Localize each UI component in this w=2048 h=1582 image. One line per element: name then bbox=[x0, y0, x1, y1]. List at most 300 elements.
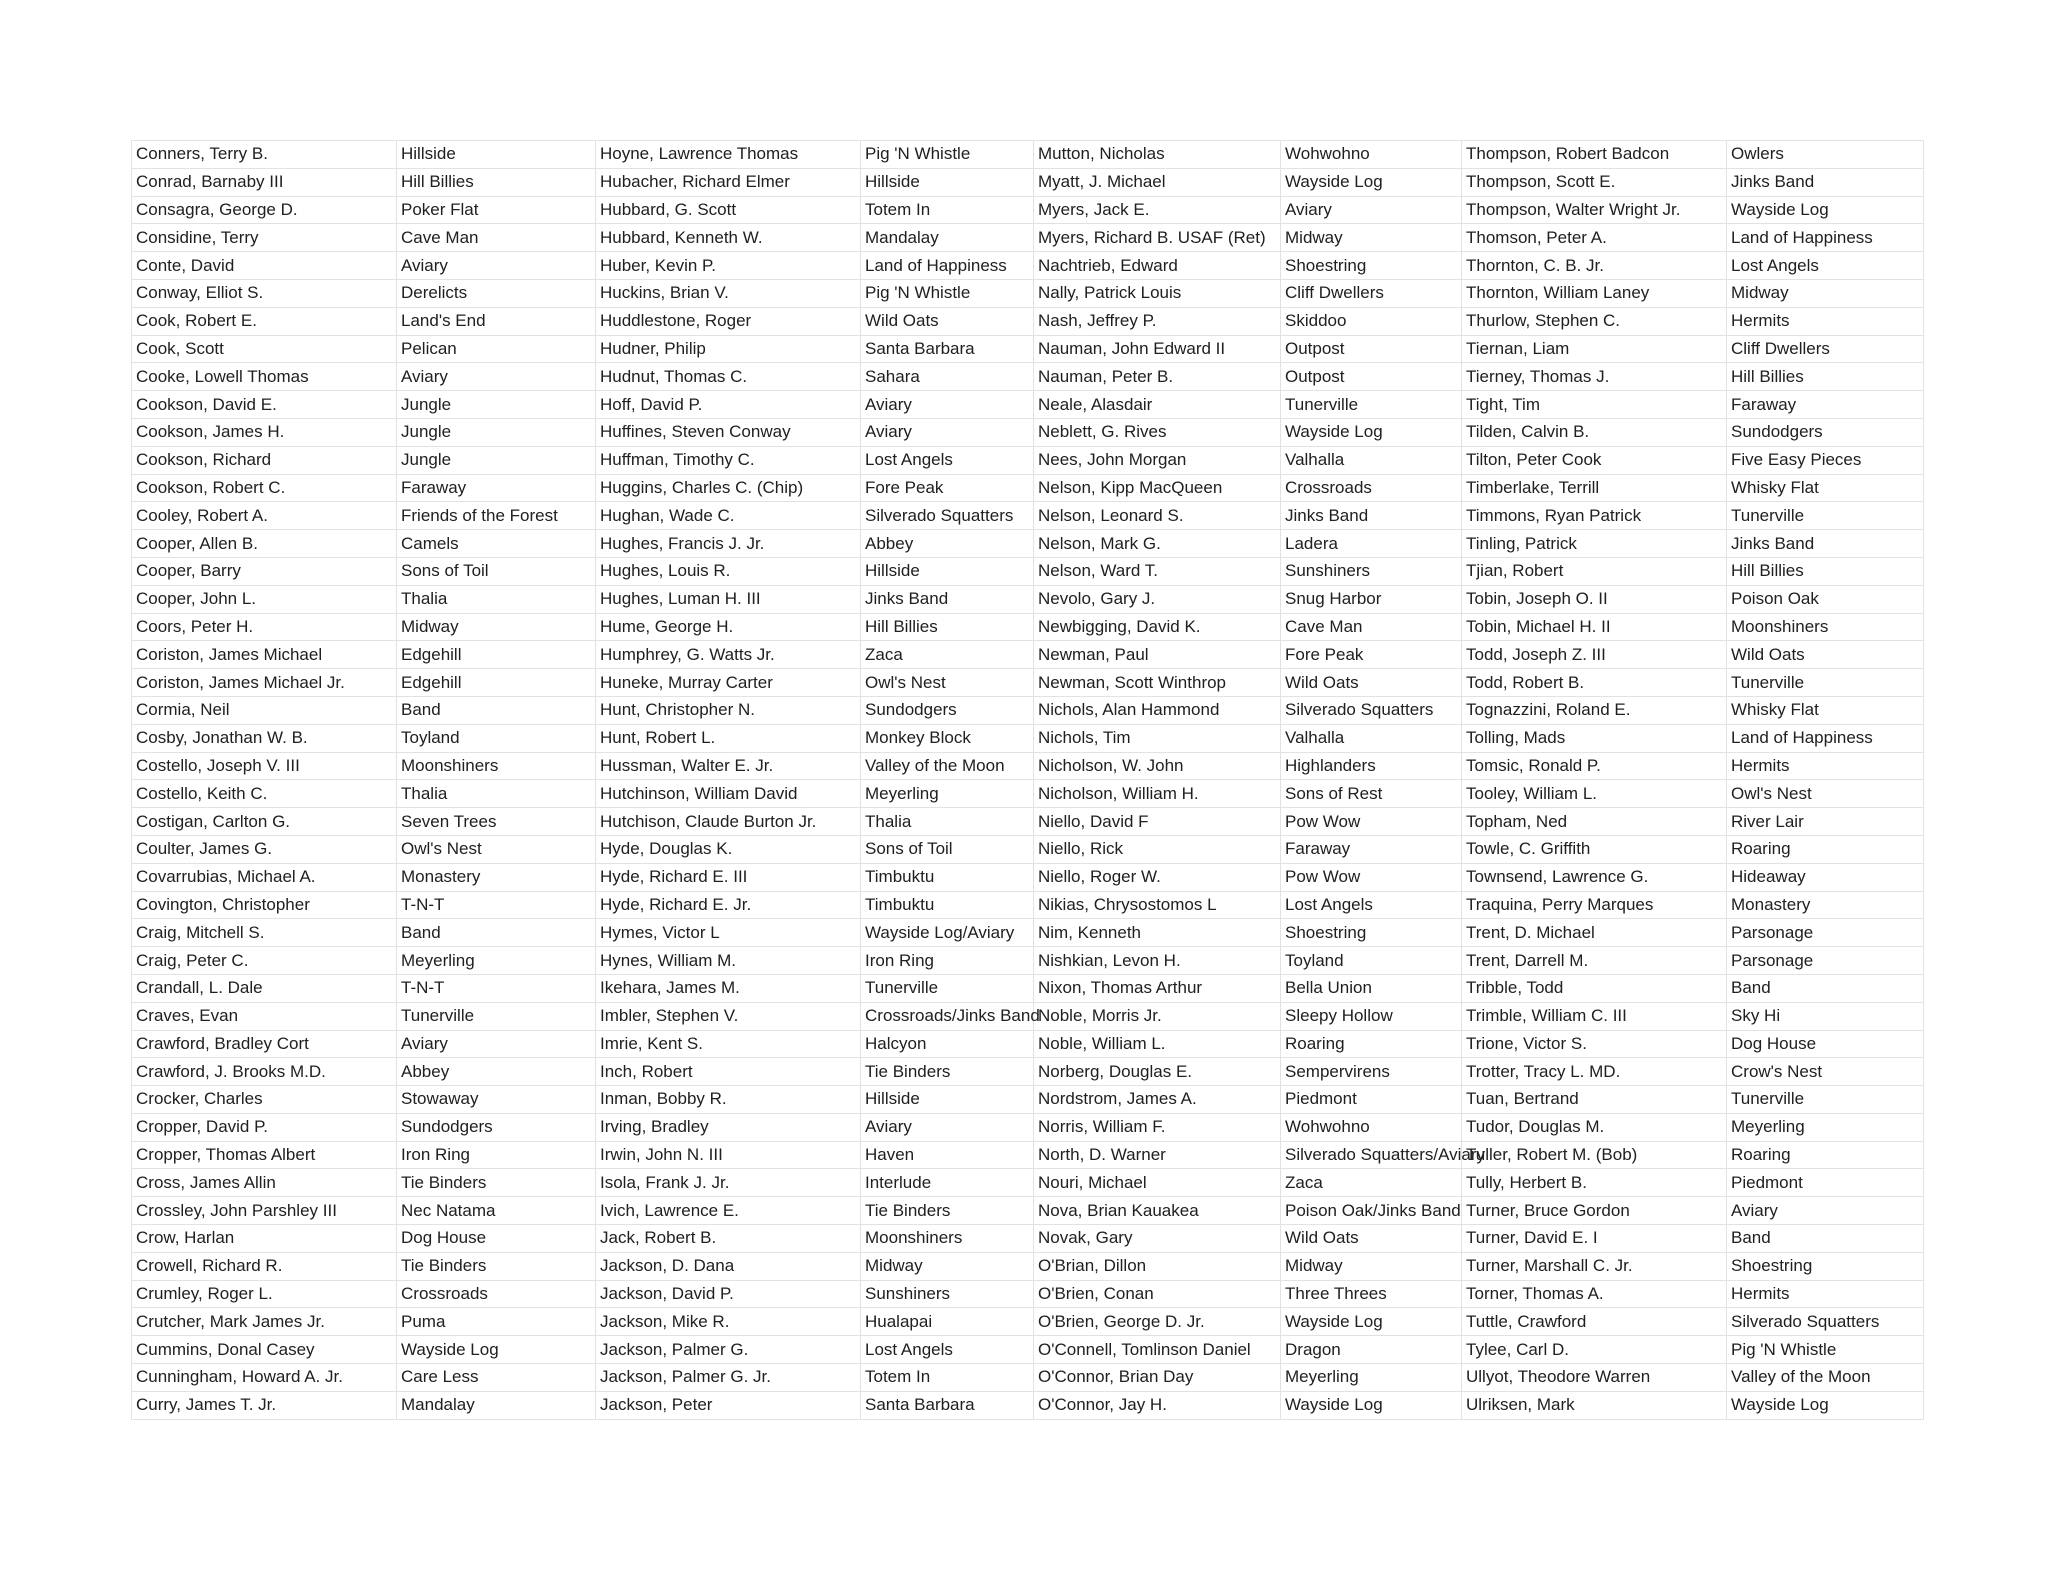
member-name-cell: Nevolo, Gary J. bbox=[1034, 585, 1281, 613]
camp-cell: Land of Happiness bbox=[1727, 224, 1924, 252]
member-name-cell: Novak, Gary bbox=[1034, 1225, 1281, 1253]
camp-cell: Valhalla bbox=[1281, 724, 1462, 752]
table-row bbox=[132, 1002, 1924, 1030]
member-name-cell: Niello, Rick bbox=[1034, 835, 1281, 863]
member-name-cell: Jackson, Peter bbox=[596, 1391, 861, 1419]
member-name-cell: Irving, Bradley bbox=[596, 1113, 861, 1141]
camp-cell: Tie Binders bbox=[397, 1169, 596, 1197]
member-name-cell: Tooley, William L. bbox=[1462, 780, 1727, 808]
table-row bbox=[132, 1058, 1924, 1086]
camp-cell: Puma bbox=[397, 1308, 596, 1336]
camp-cell: Midway bbox=[861, 1252, 1034, 1280]
camp-cell: Silverado Squatters bbox=[1281, 696, 1462, 724]
camp-cell: Owl's Nest bbox=[397, 835, 596, 863]
member-name-cell: Nichols, Alan Hammond bbox=[1034, 696, 1281, 724]
member-name-cell: Humphrey, G. Watts Jr. bbox=[596, 641, 861, 669]
table-row bbox=[132, 1280, 1924, 1308]
member-name-cell: Nova, Brian Kauakea bbox=[1034, 1197, 1281, 1225]
member-name-cell: Coriston, James Michael bbox=[132, 641, 397, 669]
camp-cell: Jinks Band bbox=[861, 585, 1034, 613]
camp-cell: Cliff Dwellers bbox=[1281, 279, 1462, 307]
camp-cell: Abbey bbox=[861, 530, 1034, 558]
camp-cell: Hillside bbox=[861, 168, 1034, 196]
camp-cell: Shoestring bbox=[1281, 919, 1462, 947]
camp-cell: Thalia bbox=[861, 808, 1034, 836]
member-name-cell: Craig, Peter C. bbox=[132, 947, 397, 975]
camp-cell: Lost Angels bbox=[861, 446, 1034, 474]
camp-cell: Aviary bbox=[1727, 1197, 1924, 1225]
camp-cell: Silverado Squatters/Aviary bbox=[1281, 1141, 1462, 1169]
member-name-cell: Tilden, Calvin B. bbox=[1462, 418, 1727, 446]
member-name-cell: Myers, Jack E. bbox=[1034, 196, 1281, 224]
table-row bbox=[132, 1308, 1924, 1336]
member-name-cell: Cook, Scott bbox=[132, 335, 397, 363]
member-name-cell: Traquina, Perry Marques bbox=[1462, 891, 1727, 919]
camp-cell: Aviary bbox=[397, 363, 596, 391]
member-name-cell: Huckins, Brian V. bbox=[596, 279, 861, 307]
table-row bbox=[132, 363, 1924, 391]
camp-cell: Interlude bbox=[861, 1169, 1034, 1197]
member-name-cell: Huggins, Charles C. (Chip) bbox=[596, 474, 861, 502]
table-row bbox=[132, 724, 1924, 752]
camp-cell: Shoestring bbox=[1281, 252, 1462, 280]
camp-cell: Aviary bbox=[397, 252, 596, 280]
camp-cell: Sons of Toil bbox=[861, 835, 1034, 863]
camp-cell: Moonshiners bbox=[861, 1225, 1034, 1253]
member-name-cell: Inch, Robert bbox=[596, 1058, 861, 1086]
camp-cell: Wild Oats bbox=[1281, 669, 1462, 697]
member-name-cell: Inman, Bobby R. bbox=[596, 1086, 861, 1114]
table-row bbox=[132, 557, 1924, 585]
camp-cell: Moonshiners bbox=[397, 752, 596, 780]
camp-cell: Lost Angels bbox=[1281, 891, 1462, 919]
camp-cell: Aviary bbox=[397, 1030, 596, 1058]
member-name-cell: Consagra, George D. bbox=[132, 196, 397, 224]
member-name-cell: Nash, Jeffrey P. bbox=[1034, 307, 1281, 335]
member-name-cell: Turner, David E. I bbox=[1462, 1225, 1727, 1253]
camp-cell: Wayside Log bbox=[1281, 168, 1462, 196]
camp-cell: Land of Happiness bbox=[861, 252, 1034, 280]
member-name-cell: Niello, David F bbox=[1034, 808, 1281, 836]
member-name-cell: Newman, Paul bbox=[1034, 641, 1281, 669]
table-row bbox=[132, 224, 1924, 252]
table-row bbox=[132, 1252, 1924, 1280]
table-row bbox=[132, 919, 1924, 947]
camp-cell: Totem In bbox=[861, 196, 1034, 224]
table-row bbox=[132, 669, 1924, 697]
member-name-cell: Huffman, Timothy C. bbox=[596, 446, 861, 474]
camp-cell: Roaring bbox=[1727, 835, 1924, 863]
camp-cell: Crossroads/Jinks Band bbox=[861, 1002, 1034, 1030]
member-name-cell: Nelson, Leonard S. bbox=[1034, 502, 1281, 530]
member-name-cell: Conway, Elliot S. bbox=[132, 279, 397, 307]
member-name-cell: Conrad, Barnaby III bbox=[132, 168, 397, 196]
camp-cell: Pig 'N Whistle bbox=[861, 279, 1034, 307]
member-name-cell: Hubacher, Richard Elmer bbox=[596, 168, 861, 196]
camp-cell: Monastery bbox=[397, 863, 596, 891]
member-name-cell: Considine, Terry bbox=[132, 224, 397, 252]
member-name-cell: Thomson, Peter A. bbox=[1462, 224, 1727, 252]
camp-cell: Mandalay bbox=[397, 1391, 596, 1419]
member-name-cell: Thornton, William Laney bbox=[1462, 279, 1727, 307]
camp-cell: Outpost bbox=[1281, 335, 1462, 363]
member-name-cell: Tully, Herbert B. bbox=[1462, 1169, 1727, 1197]
member-name-cell: Jackson, Palmer G. bbox=[596, 1336, 861, 1364]
member-name-cell: Crawford, J. Brooks M.D. bbox=[132, 1058, 397, 1086]
camp-cell: Midway bbox=[1727, 279, 1924, 307]
member-name-cell: Conners, Terry B. bbox=[132, 141, 397, 169]
member-name-cell: Jackson, Palmer G. Jr. bbox=[596, 1364, 861, 1392]
member-name-cell: Tjian, Robert bbox=[1462, 557, 1727, 585]
camp-cell: Owlers bbox=[1727, 141, 1924, 169]
member-name-cell: Todd, Robert B. bbox=[1462, 669, 1727, 697]
camp-cell: Sleepy Hollow bbox=[1281, 1002, 1462, 1030]
member-name-cell: Tierney, Thomas J. bbox=[1462, 363, 1727, 391]
member-name-cell: Niello, Roger W. bbox=[1034, 863, 1281, 891]
member-name-cell: Hoff, David P. bbox=[596, 391, 861, 419]
camp-cell: Cliff Dwellers bbox=[1727, 335, 1924, 363]
camp-cell: Dragon bbox=[1281, 1336, 1462, 1364]
member-name-cell: Nim, Kenneth bbox=[1034, 919, 1281, 947]
camp-cell: Tunerville bbox=[861, 974, 1034, 1002]
table-row bbox=[132, 1225, 1924, 1253]
camp-cell: Timbuktu bbox=[861, 891, 1034, 919]
camp-cell: Whisky Flat bbox=[1727, 474, 1924, 502]
camp-cell: Abbey bbox=[397, 1058, 596, 1086]
member-name-cell: Crow, Harlan bbox=[132, 1225, 397, 1253]
table-row bbox=[132, 1113, 1924, 1141]
camp-cell: Wild Oats bbox=[1727, 641, 1924, 669]
camp-cell: River Lair bbox=[1727, 808, 1924, 836]
camp-cell: Wayside Log bbox=[1727, 1391, 1924, 1419]
member-name-cell: Tolling, Mads bbox=[1462, 724, 1727, 752]
member-name-cell: Cooke, Lowell Thomas bbox=[132, 363, 397, 391]
camp-cell: Meyerling bbox=[861, 780, 1034, 808]
table-row bbox=[132, 1086, 1924, 1114]
member-name-cell: Newbigging, David K. bbox=[1034, 613, 1281, 641]
camp-cell: Monkey Block bbox=[861, 724, 1034, 752]
member-name-cell: Nally, Patrick Louis bbox=[1034, 279, 1281, 307]
member-name-cell: Jack, Robert B. bbox=[596, 1225, 861, 1253]
camp-cell: Edgehill bbox=[397, 669, 596, 697]
camp-cell: Hermits bbox=[1727, 752, 1924, 780]
member-name-cell: Tylee, Carl D. bbox=[1462, 1336, 1727, 1364]
member-name-cell: Isola, Frank J. Jr. bbox=[596, 1169, 861, 1197]
camp-cell: Crow's Nest bbox=[1727, 1058, 1924, 1086]
member-name-cell: Nelson, Mark G. bbox=[1034, 530, 1281, 558]
member-name-cell: Thompson, Scott E. bbox=[1462, 168, 1727, 196]
member-name-cell: Cosby, Jonathan W. B. bbox=[132, 724, 397, 752]
member-name-cell: North, D. Warner bbox=[1034, 1141, 1281, 1169]
camp-cell: Poison Oak/Jinks Band bbox=[1281, 1197, 1462, 1225]
member-name-cell: Hunt, Christopher N. bbox=[596, 696, 861, 724]
member-name-cell: Trione, Victor S. bbox=[1462, 1030, 1727, 1058]
member-name-cell: Tight, Tim bbox=[1462, 391, 1727, 419]
camp-cell: Halcyon bbox=[861, 1030, 1034, 1058]
camp-cell: Band bbox=[1727, 1225, 1924, 1253]
camp-cell: Jinks Band bbox=[1727, 168, 1924, 196]
member-name-cell: Nordstrom, James A. bbox=[1034, 1086, 1281, 1114]
camp-cell: Wohwohno bbox=[1281, 1113, 1462, 1141]
member-name-cell: Townsend, Lawrence G. bbox=[1462, 863, 1727, 891]
member-name-cell: Tuan, Bertrand bbox=[1462, 1086, 1727, 1114]
camp-cell: Moonshiners bbox=[1727, 613, 1924, 641]
member-name-cell: Neale, Alasdair bbox=[1034, 391, 1281, 419]
table-row bbox=[132, 252, 1924, 280]
camp-cell: Valhalla bbox=[1281, 446, 1462, 474]
member-name-cell: Coulter, James G. bbox=[132, 835, 397, 863]
camp-cell: Mandalay bbox=[861, 224, 1034, 252]
member-name-cell: Irwin, John N. III bbox=[596, 1141, 861, 1169]
camp-cell: Wayside Log bbox=[1281, 1308, 1462, 1336]
member-name-cell: Trent, D. Michael bbox=[1462, 919, 1727, 947]
member-name-cell: Nixon, Thomas Arthur bbox=[1034, 974, 1281, 1002]
member-name-cell: Towle, C. Griffith bbox=[1462, 835, 1727, 863]
table-row bbox=[132, 530, 1924, 558]
camp-cell: Wayside Log bbox=[397, 1336, 596, 1364]
member-name-cell: Tinling, Patrick bbox=[1462, 530, 1727, 558]
camp-cell: Outpost bbox=[1281, 363, 1462, 391]
table-row bbox=[132, 780, 1924, 808]
member-name-cell: Hyde, Douglas K. bbox=[596, 835, 861, 863]
camp-cell: Midway bbox=[1281, 224, 1462, 252]
table-row bbox=[132, 641, 1924, 669]
member-name-cell: Huddlestone, Roger bbox=[596, 307, 861, 335]
member-name-cell: Costigan, Carlton G. bbox=[132, 808, 397, 836]
camp-cell: Faraway bbox=[1727, 391, 1924, 419]
table-row bbox=[132, 307, 1924, 335]
member-name-cell: Crossley, John Parshley III bbox=[132, 1197, 397, 1225]
member-name-cell: O'Connell, Tomlinson Daniel bbox=[1034, 1336, 1281, 1364]
camp-cell: Wild Oats bbox=[861, 307, 1034, 335]
member-name-cell: Noble, William L. bbox=[1034, 1030, 1281, 1058]
camp-cell: Hill Billies bbox=[397, 168, 596, 196]
member-name-cell: Tilton, Peter Cook bbox=[1462, 446, 1727, 474]
camp-cell: Poison Oak bbox=[1727, 585, 1924, 613]
camp-cell: Silverado Squatters bbox=[861, 502, 1034, 530]
member-name-cell: Huffines, Steven Conway bbox=[596, 418, 861, 446]
camp-cell: Sundodgers bbox=[861, 696, 1034, 724]
camp-cell: Sempervirens bbox=[1281, 1058, 1462, 1086]
camp-cell: Roaring bbox=[1281, 1030, 1462, 1058]
member-name-cell: Hymes, Victor L bbox=[596, 919, 861, 947]
table-row bbox=[132, 391, 1924, 419]
camp-cell: Aviary bbox=[861, 391, 1034, 419]
member-name-cell: Crutcher, Mark James Jr. bbox=[132, 1308, 397, 1336]
member-name-cell: Nachtrieb, Edward bbox=[1034, 252, 1281, 280]
camp-cell: Band bbox=[397, 696, 596, 724]
camp-cell: Pelican bbox=[397, 335, 596, 363]
member-name-cell: Cooper, Allen B. bbox=[132, 530, 397, 558]
camp-cell: Faraway bbox=[397, 474, 596, 502]
camp-cell: Owl's Nest bbox=[1727, 780, 1924, 808]
roster-body bbox=[132, 141, 1924, 1420]
table-row bbox=[132, 613, 1924, 641]
camp-cell: Tie Binders bbox=[861, 1197, 1034, 1225]
camp-cell: Tunerville bbox=[397, 1002, 596, 1030]
member-name-cell: Nicholson, W. John bbox=[1034, 752, 1281, 780]
camp-cell: Jungle bbox=[397, 418, 596, 446]
camp-cell: Sons of Toil bbox=[397, 557, 596, 585]
camp-cell: Roaring bbox=[1727, 1141, 1924, 1169]
table-row bbox=[132, 1030, 1924, 1058]
member-name-cell: Crandall, L. Dale bbox=[132, 974, 397, 1002]
member-name-cell: Hudner, Philip bbox=[596, 335, 861, 363]
member-name-cell: Cookson, Robert C. bbox=[132, 474, 397, 502]
member-name-cell: Hussman, Walter E. Jr. bbox=[596, 752, 861, 780]
camp-cell: Jungle bbox=[397, 446, 596, 474]
member-name-cell: Jackson, D. Dana bbox=[596, 1252, 861, 1280]
member-name-cell: Noble, Morris Jr. bbox=[1034, 1002, 1281, 1030]
camp-cell: Zaca bbox=[861, 641, 1034, 669]
camp-cell: Lost Angels bbox=[1727, 252, 1924, 280]
member-name-cell: Costello, Keith C. bbox=[132, 780, 397, 808]
member-name-cell: Hutchison, Claude Burton Jr. bbox=[596, 808, 861, 836]
camp-cell: Thalia bbox=[397, 585, 596, 613]
camp-cell: Parsonage bbox=[1727, 947, 1924, 975]
camp-cell: Monastery bbox=[1727, 891, 1924, 919]
member-name-cell: Cookson, Richard bbox=[132, 446, 397, 474]
member-name-cell: Cooper, John L. bbox=[132, 585, 397, 613]
member-name-cell: Cookson, James H. bbox=[132, 418, 397, 446]
camp-cell: Five Easy Pieces bbox=[1727, 446, 1924, 474]
camp-cell: Thalia bbox=[397, 780, 596, 808]
member-name-cell: O'Brien, Conan bbox=[1034, 1280, 1281, 1308]
member-name-cell: Huber, Kevin P. bbox=[596, 252, 861, 280]
camp-cell: Wayside Log bbox=[1281, 418, 1462, 446]
member-name-cell: Trotter, Tracy L. MD. bbox=[1462, 1058, 1727, 1086]
member-name-cell: Myers, Richard B. USAF (Ret) bbox=[1034, 224, 1281, 252]
member-name-cell: Turner, Marshall C. Jr. bbox=[1462, 1252, 1727, 1280]
camp-cell: Haven bbox=[861, 1141, 1034, 1169]
table-row bbox=[132, 279, 1924, 307]
member-name-cell: Topham, Ned bbox=[1462, 808, 1727, 836]
member-name-cell: Cormia, Neil bbox=[132, 696, 397, 724]
member-name-cell: Norris, William F. bbox=[1034, 1113, 1281, 1141]
camp-cell: Pow Wow bbox=[1281, 808, 1462, 836]
member-name-cell: Cummins, Donal Casey bbox=[132, 1336, 397, 1364]
member-name-cell: Jackson, David P. bbox=[596, 1280, 861, 1308]
camp-cell: Band bbox=[397, 919, 596, 947]
camp-cell: Sunshiners bbox=[1281, 557, 1462, 585]
camp-cell: Edgehill bbox=[397, 641, 596, 669]
table-row bbox=[132, 196, 1924, 224]
camp-cell: Pow Wow bbox=[1281, 863, 1462, 891]
camp-cell: Poker Flat bbox=[397, 196, 596, 224]
member-name-cell: Costello, Joseph V. III bbox=[132, 752, 397, 780]
roster-table bbox=[131, 140, 1924, 1420]
member-name-cell: Trent, Darrell M. bbox=[1462, 947, 1727, 975]
camp-cell: Valley of the Moon bbox=[1727, 1364, 1924, 1392]
camp-cell: Camels bbox=[397, 530, 596, 558]
camp-cell: Hideaway bbox=[1727, 863, 1924, 891]
camp-cell: Wohwohno bbox=[1281, 141, 1462, 169]
member-name-cell: Nees, John Morgan bbox=[1034, 446, 1281, 474]
member-name-cell: Hughan, Wade C. bbox=[596, 502, 861, 530]
camp-cell: Cave Man bbox=[397, 224, 596, 252]
member-name-cell: Hoyne, Lawrence Thomas bbox=[596, 141, 861, 169]
member-name-cell: Timmons, Ryan Patrick bbox=[1462, 502, 1727, 530]
member-name-cell: Tuttle, Crawford bbox=[1462, 1308, 1727, 1336]
table-row bbox=[132, 418, 1924, 446]
member-name-cell: Ivich, Lawrence E. bbox=[596, 1197, 861, 1225]
table-row bbox=[132, 168, 1924, 196]
member-name-cell: Cooper, Barry bbox=[132, 557, 397, 585]
camp-cell: Skiddoo bbox=[1281, 307, 1462, 335]
member-name-cell: Crowell, Richard R. bbox=[132, 1252, 397, 1280]
table-row bbox=[132, 1169, 1924, 1197]
camp-cell: Lost Angels bbox=[861, 1336, 1034, 1364]
table-row bbox=[132, 947, 1924, 975]
camp-cell: Toyland bbox=[397, 724, 596, 752]
member-name-cell: Craves, Evan bbox=[132, 1002, 397, 1030]
member-name-cell: Tuller, Robert M. (Bob) bbox=[1462, 1141, 1727, 1169]
camp-cell: Sunshiners bbox=[861, 1280, 1034, 1308]
member-name-cell: Hughes, Luman H. III bbox=[596, 585, 861, 613]
member-name-cell: Hutchinson, William David bbox=[596, 780, 861, 808]
camp-cell: Hill Billies bbox=[1727, 557, 1924, 585]
member-name-cell: Crawford, Bradley Cort bbox=[132, 1030, 397, 1058]
camp-cell: Aviary bbox=[1281, 196, 1462, 224]
camp-cell: Three Threes bbox=[1281, 1280, 1462, 1308]
camp-cell: Totem In bbox=[861, 1364, 1034, 1392]
member-name-cell: Hynes, William M. bbox=[596, 947, 861, 975]
camp-cell: T-N-T bbox=[397, 891, 596, 919]
member-name-cell: Tognazzini, Roland E. bbox=[1462, 696, 1727, 724]
camp-cell: Meyerling bbox=[1727, 1113, 1924, 1141]
camp-cell: Band bbox=[1727, 974, 1924, 1002]
camp-cell: Derelicts bbox=[397, 279, 596, 307]
member-name-cell: Imrie, Kent S. bbox=[596, 1030, 861, 1058]
camp-cell: Aviary bbox=[861, 1113, 1034, 1141]
camp-cell: Tunerville bbox=[1727, 669, 1924, 697]
camp-cell: Zaca bbox=[1281, 1169, 1462, 1197]
camp-cell: Hill Billies bbox=[861, 613, 1034, 641]
member-name-cell: Hughes, Louis R. bbox=[596, 557, 861, 585]
camp-cell: Shoestring bbox=[1727, 1252, 1924, 1280]
member-name-cell: Nauman, Peter B. bbox=[1034, 363, 1281, 391]
table-row bbox=[132, 1364, 1924, 1392]
camp-cell: Santa Barbara bbox=[861, 1391, 1034, 1419]
camp-cell: Wayside Log bbox=[1727, 196, 1924, 224]
camp-cell: Pig 'N Whistle bbox=[861, 141, 1034, 169]
member-name-cell: Todd, Joseph Z. III bbox=[1462, 641, 1727, 669]
camp-cell: Highlanders bbox=[1281, 752, 1462, 780]
camp-cell: Stowaway bbox=[397, 1086, 596, 1114]
camp-cell: Jinks Band bbox=[1281, 502, 1462, 530]
member-name-cell: Tudor, Douglas M. bbox=[1462, 1113, 1727, 1141]
camp-cell: Fore Peak bbox=[1281, 641, 1462, 669]
camp-cell: Owl's Nest bbox=[861, 669, 1034, 697]
member-name-cell: Curry, James T. Jr. bbox=[132, 1391, 397, 1419]
camp-cell: T-N-T bbox=[397, 974, 596, 1002]
member-name-cell: Coriston, James Michael Jr. bbox=[132, 669, 397, 697]
camp-cell: Midway bbox=[1281, 1252, 1462, 1280]
camp-cell: Tunerville bbox=[1727, 1086, 1924, 1114]
member-name-cell: O'Brien, George D. Jr. bbox=[1034, 1308, 1281, 1336]
camp-cell: Piedmont bbox=[1727, 1169, 1924, 1197]
camp-cell: Timbuktu bbox=[861, 863, 1034, 891]
camp-cell: Wayside Log bbox=[1281, 1391, 1462, 1419]
member-name-cell: Norberg, Douglas E. bbox=[1034, 1058, 1281, 1086]
camp-cell: Cave Man bbox=[1281, 613, 1462, 641]
member-name-cell: Covington, Christopher bbox=[132, 891, 397, 919]
table-row bbox=[132, 141, 1924, 169]
table-row bbox=[132, 474, 1924, 502]
member-name-cell: Hyde, Richard E. Jr. bbox=[596, 891, 861, 919]
table-row bbox=[132, 502, 1924, 530]
member-name-cell: Myatt, J. Michael bbox=[1034, 168, 1281, 196]
